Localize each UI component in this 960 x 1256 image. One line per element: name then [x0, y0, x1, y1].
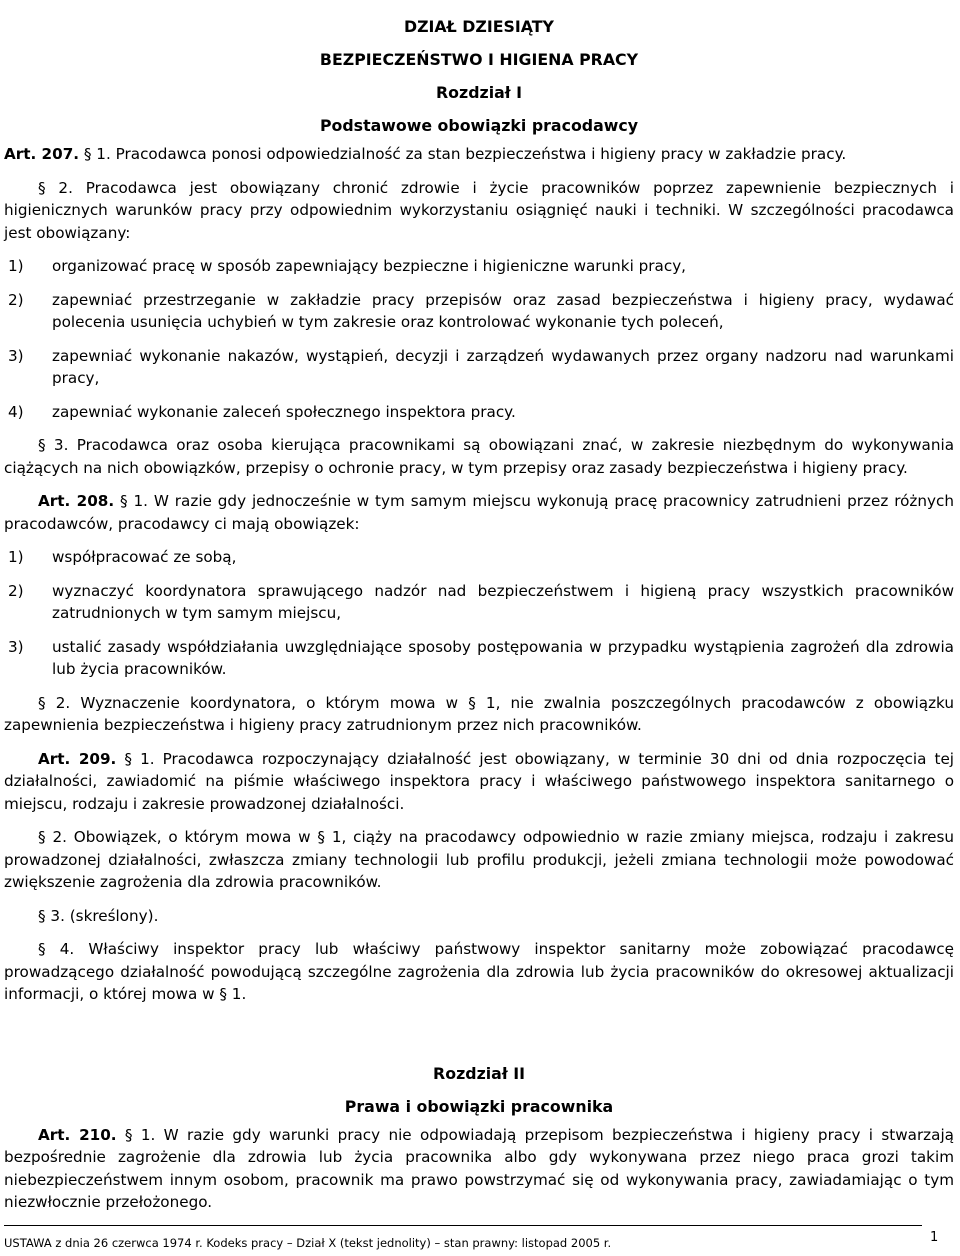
art-210-par-1: [4, 1124, 954, 1214]
list-item: [4, 636, 954, 681]
article-label: Art. 210.: [38, 1125, 117, 1144]
art-209-par-2: [4, 826, 954, 894]
page-footer: [0, 1222, 960, 1256]
list-item-text: ustalić zasady współdziałania uwzględniające sposoby postępowania w przypadku wystąpienia zagrożeń dla zdrowia lub życia pracowników.: [52, 637, 954, 678]
paragraph-number: § 1.: [120, 492, 148, 510]
paragraph-text: Pracodawca ponosi odpowiedzialność za stan bezpieczeństwa i higieny pracy w zakładzie pracy.: [110, 145, 847, 163]
chapter-2-heading: Rozdział II: [433, 1063, 525, 1083]
list-item-number: 1): [8, 548, 24, 566]
art-207-par-1: [4, 143, 954, 166]
paragraph-number: § 2.: [38, 828, 67, 846]
art-207-par-2: [4, 177, 954, 245]
chapter-title: Podstawowe obowiązki pracodawcy: [319, 116, 639, 135]
paragraph-number: § 4.: [38, 940, 75, 958]
list-item-number: 1): [8, 257, 24, 275]
list-item: [4, 289, 954, 334]
art-209-par-4: [4, 938, 954, 1006]
art-208-par-2: [4, 692, 954, 737]
document-page: [4, 14, 954, 1214]
art-209-par-1: [4, 748, 954, 816]
division-heading: DZIAŁ DZIESIĄTY: [403, 17, 555, 36]
list-item-text: współpracować ze sobą,: [52, 548, 237, 566]
paragraph-number: § 3.: [38, 906, 65, 925]
paragraph-text: Obowiązek, o którym mowa w § 1, ciąży na pracodawcy odpowiednio w razie zmiany miejsca, rodzaju i zakresu prowadzonej działalności, zwłaszcza zmiany technologii lub profilu produkcji, jeżeli zmiana technologii może powodować zwiększenie zagrożenia dla zdrowia pracowników.: [4, 828, 954, 891]
paragraph-number: § 2.: [38, 178, 73, 197]
list-item: [4, 345, 954, 390]
paragraph-number: § 1.: [124, 749, 155, 768]
list-item-number: 2): [8, 290, 24, 309]
list-item-number: 3): [8, 637, 24, 656]
paragraph-number: § 3.: [38, 436, 69, 454]
division-title: BEZPIECZEŃSTWO I HIGIENA PRACY: [319, 50, 639, 69]
paragraph-text: Pracodawca oraz osoba kierująca pracownikami są obowiązani znać, w zakresie niezbędnym do wykonywania ciążących na nich obowiązków, przepisy o ochronie pracy, w tym przepisy oraz zasady bezpieczeństwa i higieny pracy.: [4, 436, 954, 477]
paragraph-number: § 2.: [38, 693, 71, 712]
article-label: Art. 207.: [4, 145, 80, 163]
paragraph-number: § 1.: [83, 145, 111, 163]
list-item: [4, 255, 954, 278]
list-item-text: zapewniać wykonanie nakazów, wystąpień, decyzji i zarządzeń wydawanych przez organy nadzoru nad warunkami pracy,: [52, 346, 954, 387]
chapter-heading: Rozdział I: [435, 83, 523, 102]
paragraph-text: Pracodawca jest obowiązany chronić zdrowie i życie pracowników poprzez zapewnienie bezpiecznych i higienicznych warunków pracy przy odpowiednim wykorzystaniu osiągnięć nauki i techniki. W szczególności pracodawca jest obowiązany:: [4, 178, 954, 242]
paragraph-text: Pracodawca rozpoczynający działalność jest obowiązany, w terminie 30 dni od dnia rozpoczęcia tej działalności, zawiadomić na piśmie właściwego inspektora pracy i właściwego państwowego inspektora sanitarnego o miejscu, rodzaju i zakresie prowadzonej działalności.: [4, 749, 955, 813]
paragraph-text: (skreślony).: [64, 906, 159, 925]
art-209-par-3: [4, 905, 954, 928]
article-label: Art. 208.: [38, 492, 115, 510]
footer-citation: USTAWA z dnia 26 czerwca 1974 r. Kodeks pracy – Dział X (tekst jednolity) – stan prawny: listopad 2005 r.: [4, 1236, 612, 1250]
list-item-text: organizować pracę w sposób zapewniający bezpieczne i higieniczne warunki pracy,: [52, 257, 687, 275]
list-item: [4, 401, 954, 424]
article-label: Art. 209.: [38, 749, 117, 768]
list-item-number: 4): [8, 402, 24, 421]
list-item-number: 2): [8, 581, 24, 600]
paragraph-text: W razie gdy jednocześnie w tym samym miejscu wykonują pracę pracownicy zatrudnieni przez różnych pracodawców, pracodawcy ci mają obowiązek:: [4, 492, 954, 533]
footer-divider: [4, 1225, 922, 1226]
page-number: 1: [930, 1230, 939, 1245]
paragraph-text: Właściwy inspektor pracy lub właściwy państwowy inspektor sanitarny może zobowiązać pracodawcę prowadzącego działalność powodującą szczególne zagrożenia dla zdrowia lub życia pracowników do okresowej aktualizacji informacji, o której mowa w § 1.: [4, 940, 954, 1003]
paragraph-text: W razie gdy warunki pracy nie odpowiadają przepisom bezpieczeństwa i higieny pracy i stwarzają bezpośrednie zagrożenie dla zdrowia lub życia pracownika albo gdy wykonywana przez niego praca grozi takim niebezpieczeństwem innym osobom, pracownik ma prawo powstrzymać się od wykonywania pracy, zawiadamiając o tym niezwłocznie przełożonego.: [4, 1125, 954, 1211]
art-208-par-1: [4, 490, 954, 535]
list-item-number: 3): [8, 346, 24, 365]
paragraph-text: Wyznaczenie koordynatora, o którym mowa w § 1, nie zwalnia poszczególnych pracodawców z obowiązku zapewnienia bezpieczeństwa i higieny pracy zatrudnionym przez nich pracowników.: [4, 693, 954, 734]
list-item-text: zapewniać wykonanie zaleceń społecznego inspektora pracy.: [52, 402, 516, 421]
chapter-2-title: Prawa i obowiązki pracownika: [344, 1096, 614, 1116]
art-207-par-3: [4, 434, 954, 479]
list-item-text: wyznaczyć koordynatora sprawującego nadzór nad bezpieczeństwem i higieną pracy wszystkich pracowników zatrudnionych w tym samym miejscu,: [52, 581, 954, 622]
paragraph-number: § 1.: [124, 1125, 156, 1144]
list-item: [4, 580, 954, 625]
list-item: [4, 546, 954, 569]
list-item-text: zapewniać przestrzeganie w zakładzie pracy przepisów oraz zasad bezpieczeństwa i higieny pracy, wydawać polecenia usunięcia uchybień w tym zakresie oraz kontrolować wykonanie tych poleceń,: [52, 290, 954, 331]
